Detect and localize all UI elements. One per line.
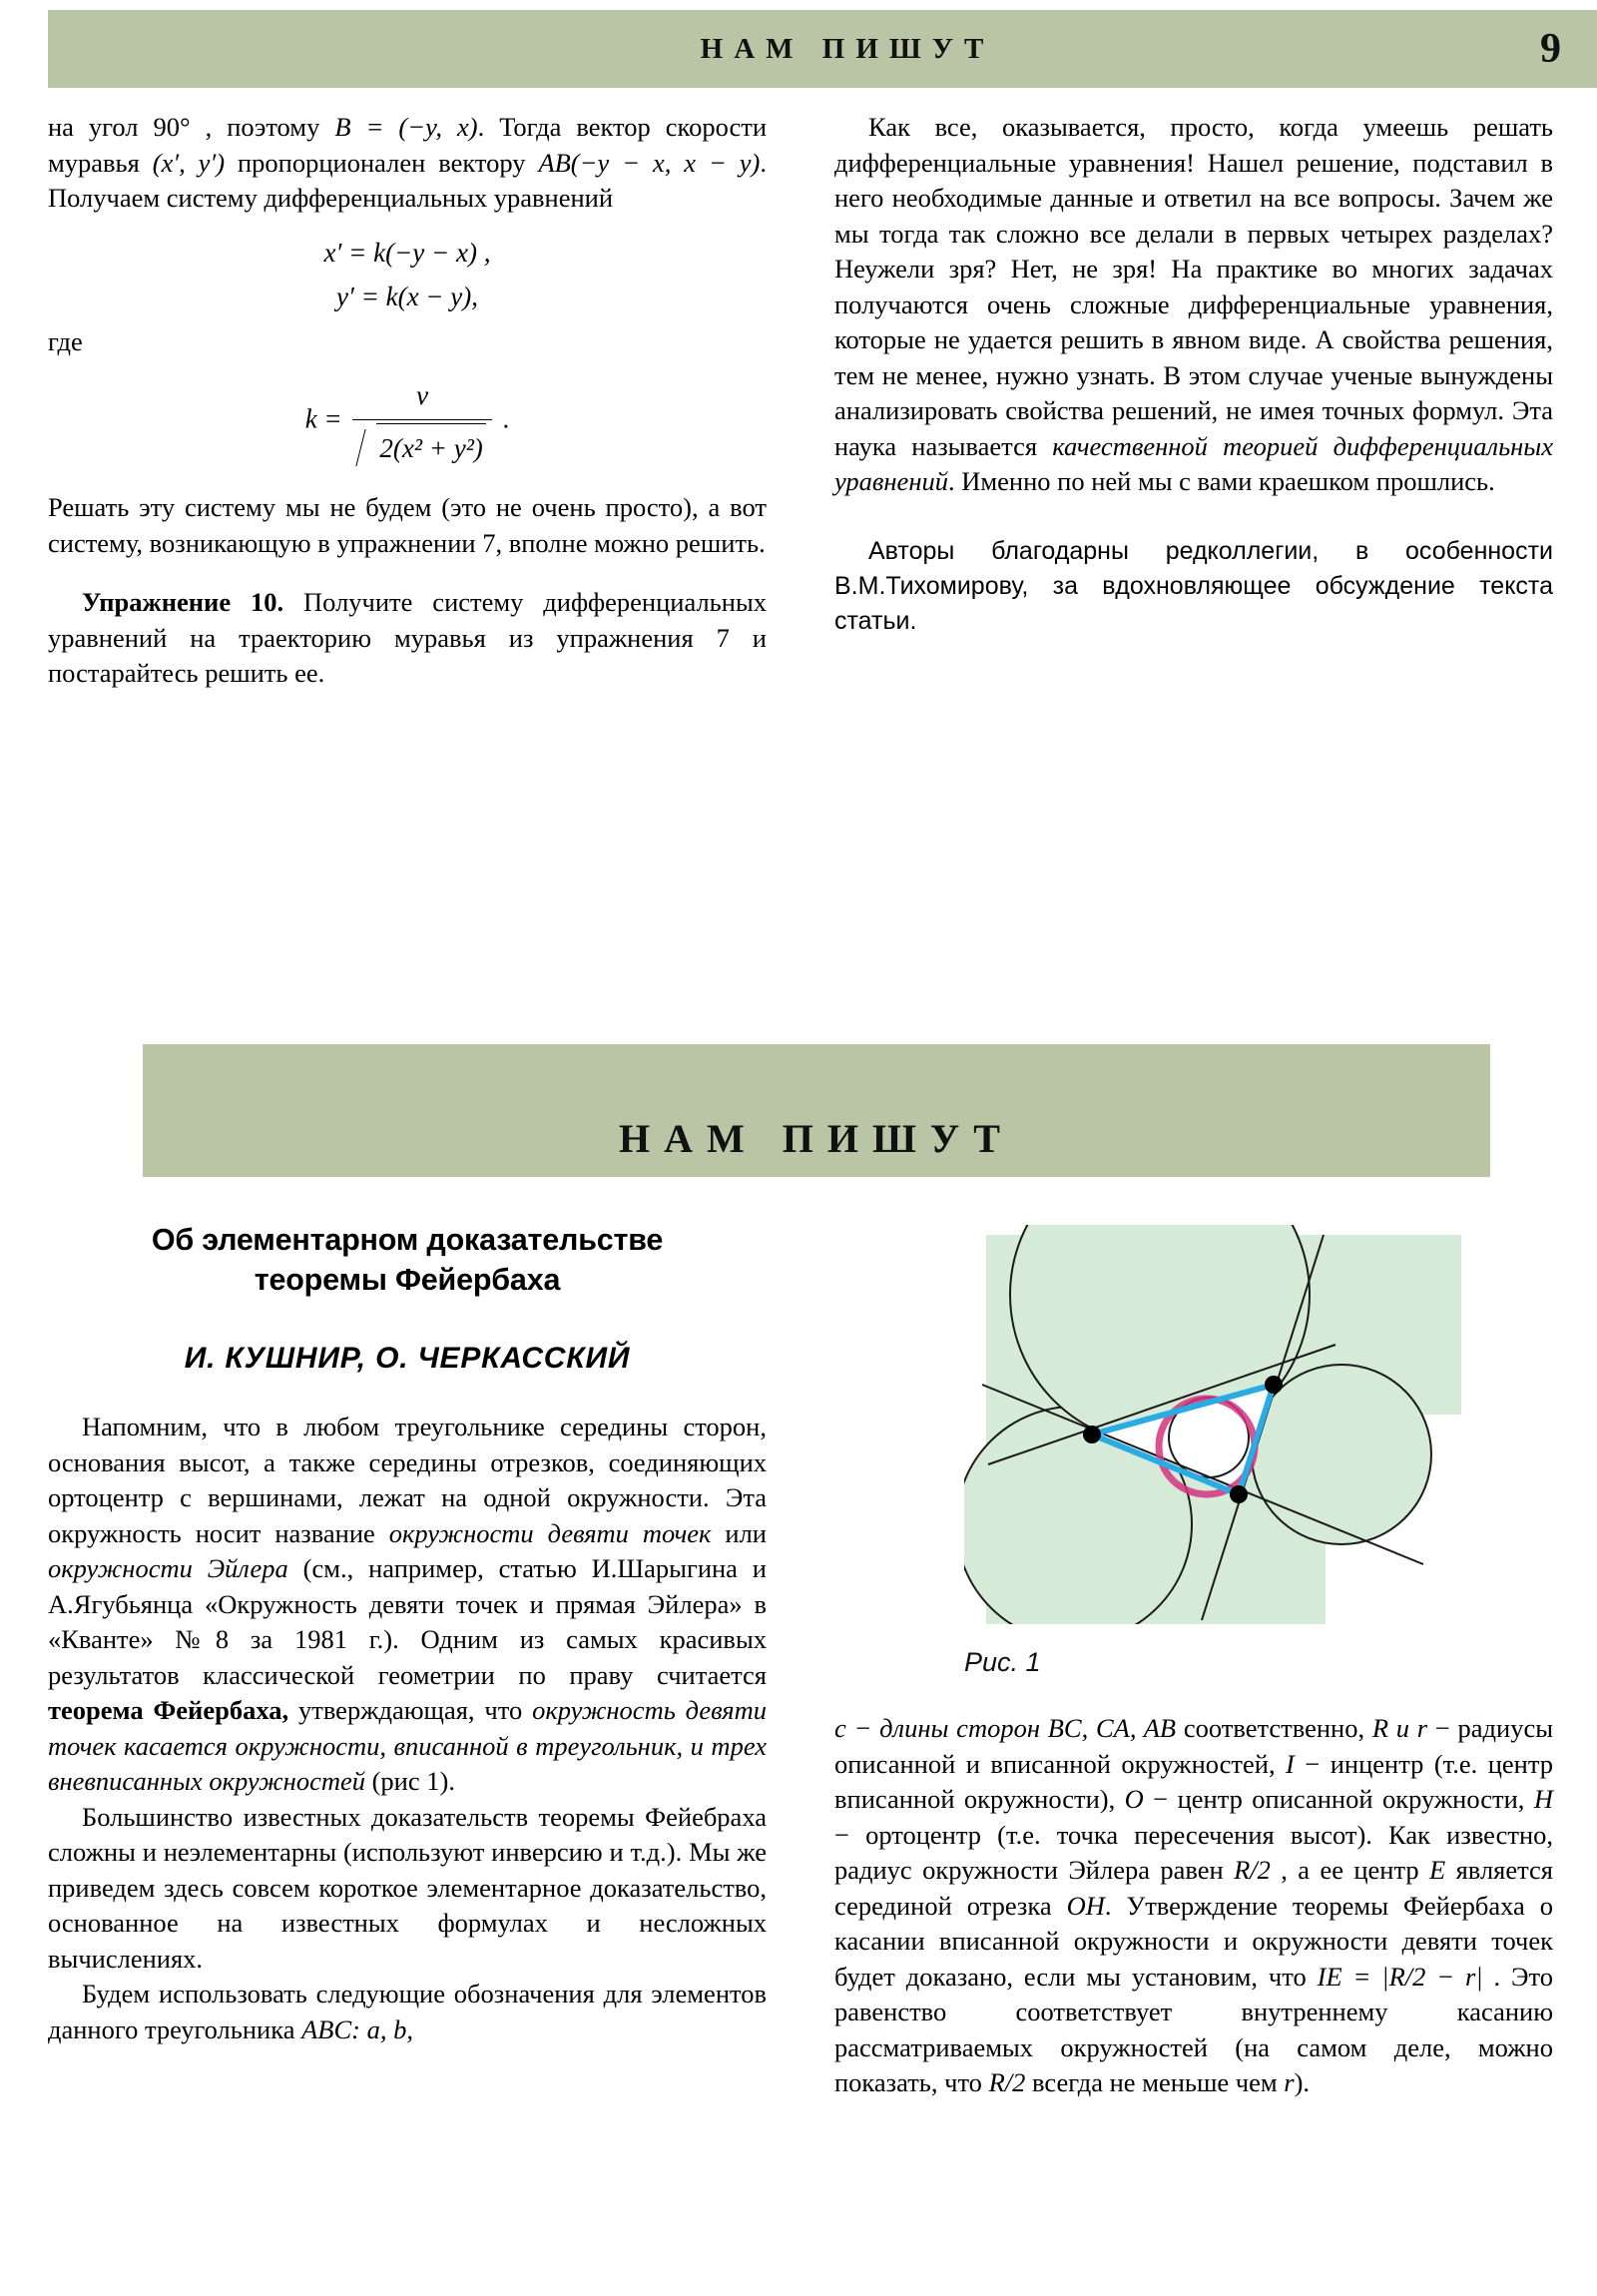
formula-velocity: (x′, y′) <box>152 147 226 178</box>
figure-svg <box>964 1225 1461 1624</box>
article-body-left <box>48 1410 767 2047</box>
text-run: Напомним, что в любом треугольнике середины сторон, основания высот, а также середины отрезков, соединяющих ортоцентр с вершинами, лежат на одной окружности. Эта окружность носит название <box>48 1412 767 1548</box>
equation-x-prime: x′ = k(−y − x) , <box>323 237 491 268</box>
sides-labels: BC, CA, AB <box>1047 1713 1177 1743</box>
text-run: (рис 1). <box>364 1766 455 1796</box>
running-head-banner <box>48 10 1597 88</box>
text-run: Как все, оказывается, просто, когда умеешь решать дифференциальные уравнения! Нашел решение, подставил в него необходимые данные и ответил на все вопросы. Зачем же мы тогда так сложно все делали в первых четырех разделах? Неужели зря? Нет, не зря! На практике во многих задачах получаются очень сложные дифференциальные уравнения, которые не удается решить в явном виде. А свойства решения, тем не менее, нужно узнать. В этом случае ученые вынуждены анализировать свойства решений, не имея точных формул. Эта наука называется <box>834 112 1553 461</box>
text-run: пропорционален вектору <box>237 147 526 178</box>
text-run: всегда не меньше чем <box>1025 2067 1285 2097</box>
article-body-right <box>834 1711 1553 2101</box>
formula-R-half: R/2 <box>1234 1855 1271 1885</box>
article-title-line2: теоремы Фейербаха <box>254 1263 561 1297</box>
formula-R-half-2: R/2 <box>988 2067 1026 2097</box>
section-banner <box>143 1044 1490 1177</box>
page-number: 9 <box>1540 26 1561 72</box>
text-run: . Именно по ней мы с вами краешком прошлись. <box>947 466 1495 496</box>
formula-B: B = (−y, x) <box>334 112 478 142</box>
paragraph-solve: Решать эту систему мы не будем (это не очень просто), а вот систему, возникающую в упражнении 7, вполне можно решить. <box>48 492 767 558</box>
text-run: , а ее центр <box>1270 1855 1430 1885</box>
text-run: на угол 90° , поэтому <box>48 112 320 142</box>
vertex-point-top <box>1265 1376 1283 1394</box>
paragraph-notation-details <box>834 1711 1553 2101</box>
orthocenter-label: H <box>1533 1784 1553 1814</box>
text-run: − центр описанной окружности, <box>1143 1784 1534 1814</box>
circumcenter-label: O <box>1124 1784 1144 1814</box>
equation-y-prime: y′ = k(x − y), <box>335 281 478 311</box>
paragraph-notation <box>48 1977 767 2047</box>
euler-center-label: E <box>1429 1855 1446 1885</box>
text-run: Будем использовать следующие обозначения для элементов данного треугольника <box>48 1979 767 2044</box>
triangle-label-abc: ABC <box>301 2013 352 2044</box>
equation-k-period: . <box>502 403 510 434</box>
text-run: − ортоцентр (т.е. точка пересечения высот). Как известно, радиус окружности Эйлера равен <box>834 1819 1553 1885</box>
italic-term-statement: окружность девяти точек касается окружности, вписанной в треугольник, и трех вневписанных окружностей <box>48 1695 767 1796</box>
text-run: c − длины сторон <box>834 1713 1048 1743</box>
paragraph-derivation <box>48 110 767 217</box>
fraction-k <box>352 373 491 470</box>
formula-AB: AB(−y − x, x − y) <box>538 147 761 178</box>
exercise-block <box>48 585 767 692</box>
left-column-top <box>48 110 767 692</box>
equation-system <box>48 231 767 318</box>
text-run: − радиусы описанной и вписанной окружностей, <box>834 1713 1554 1779</box>
bold-term-feuerbach-theorem: теорема Фейербаха, <box>48 1695 289 1725</box>
where-label: где <box>48 325 83 356</box>
section-banner-label: НАМ ПИШУТ <box>619 1116 1014 1161</box>
text-run: . Тогда вектор скорости муравья <box>48 112 768 178</box>
text-run: − инцентр (т.е. центр вписанной окружности), <box>834 1748 1553 1814</box>
paragraph-acknowledgement: Авторы благодарны редколлегии, в особенности В.М.Тихомирову, за вдохновляющее обсуждение текста статьи. <box>834 536 1553 635</box>
formula-IE: IE = |R/2 − r| <box>1317 1961 1483 1992</box>
segment-OH-label: OH <box>1066 1890 1105 1921</box>
sqrt-icon <box>358 423 485 470</box>
right-column-top <box>834 110 1553 639</box>
article-authors: И. КУШНИР, О. ЧЕРКАССКИЙ <box>184 1342 631 1375</box>
running-head-title: НАМ ПИШУТ <box>700 32 995 65</box>
exercise-label: Упражнение 10. <box>82 587 284 617</box>
text-run: является серединой отрезка <box>834 1855 1553 1921</box>
text-run: (см., например, статью И.Шарыгина и А.Ягубьянца «Окружность девяти точек и прямая Эйлера» в «Кванте» №8 за 1981 г.). Одним из самых красивых результатов классической геометрии по праву считается <box>48 1553 767 1690</box>
equation-k <box>48 373 767 470</box>
fraction-denominator <box>352 420 491 470</box>
text-run: утверждающая, что <box>288 1695 533 1725</box>
text-run: . Утверждение теоремы Фейербаха о касании вписанной окружности и окружности девяти точек будет доказано, если мы установим, что <box>834 1890 1553 1992</box>
italic-term-nine-point: окружности девяти точек <box>388 1517 712 1548</box>
italic-term-euler-circle: окружности Эйлера <box>48 1553 288 1583</box>
article-title-line1: Об элементарном доказательстве <box>151 1223 664 1257</box>
radii-labels: R и r <box>1371 1713 1428 1743</box>
text-run: . Это равенство соответствует внутреннему касанию рассматриваемых окружностей (на самом деле, можно показать, что <box>834 1961 1553 2097</box>
figure-feuerbach <box>964 1225 1461 1624</box>
radius-r-label: r <box>1284 2067 1295 2097</box>
exercise-text: Получите систему дифференциальных уравнений на траекторию муравья из упражнения 7 и постарайтесь решить ее. <box>48 587 767 688</box>
article-title <box>48 1220 767 1300</box>
text-run: . Получаем систему дифференциальных уравнений <box>48 147 768 213</box>
equation-k-lhs: k = <box>304 403 342 434</box>
text-run: или <box>711 1517 767 1548</box>
text-run: : a, b, <box>351 2013 413 2044</box>
text-run: ). <box>1294 2067 1311 2097</box>
incenter-label: I <box>1286 1748 1295 1779</box>
sqrt-radicand: 2(x² + y²) <box>376 423 485 470</box>
text-run: соответственно, <box>1176 1713 1372 1743</box>
vertex-point-bottom <box>1230 1485 1248 1503</box>
fraction-numerator: v <box>352 373 491 420</box>
paragraph-known-proofs: Большинство известных доказательств теоремы Фейебраха сложны и неэлементарны (используют инверсию и т.д.). Мы же приведем здесь совсем короткое элементарное доказательство, основанное на известных формулах и несложных вычислениях. <box>48 1801 767 1974</box>
paragraph-nine-point-circle <box>48 1410 767 1800</box>
paragraph-qualitative-theory <box>834 110 1553 500</box>
vertex-point-left <box>1083 1426 1101 1443</box>
figure-caption: Рис. 1 <box>964 1647 1041 1677</box>
italic-term-qualitative-theory: качественной теорией дифференциальных уравнений <box>834 430 1554 496</box>
article-header <box>48 1220 767 1376</box>
